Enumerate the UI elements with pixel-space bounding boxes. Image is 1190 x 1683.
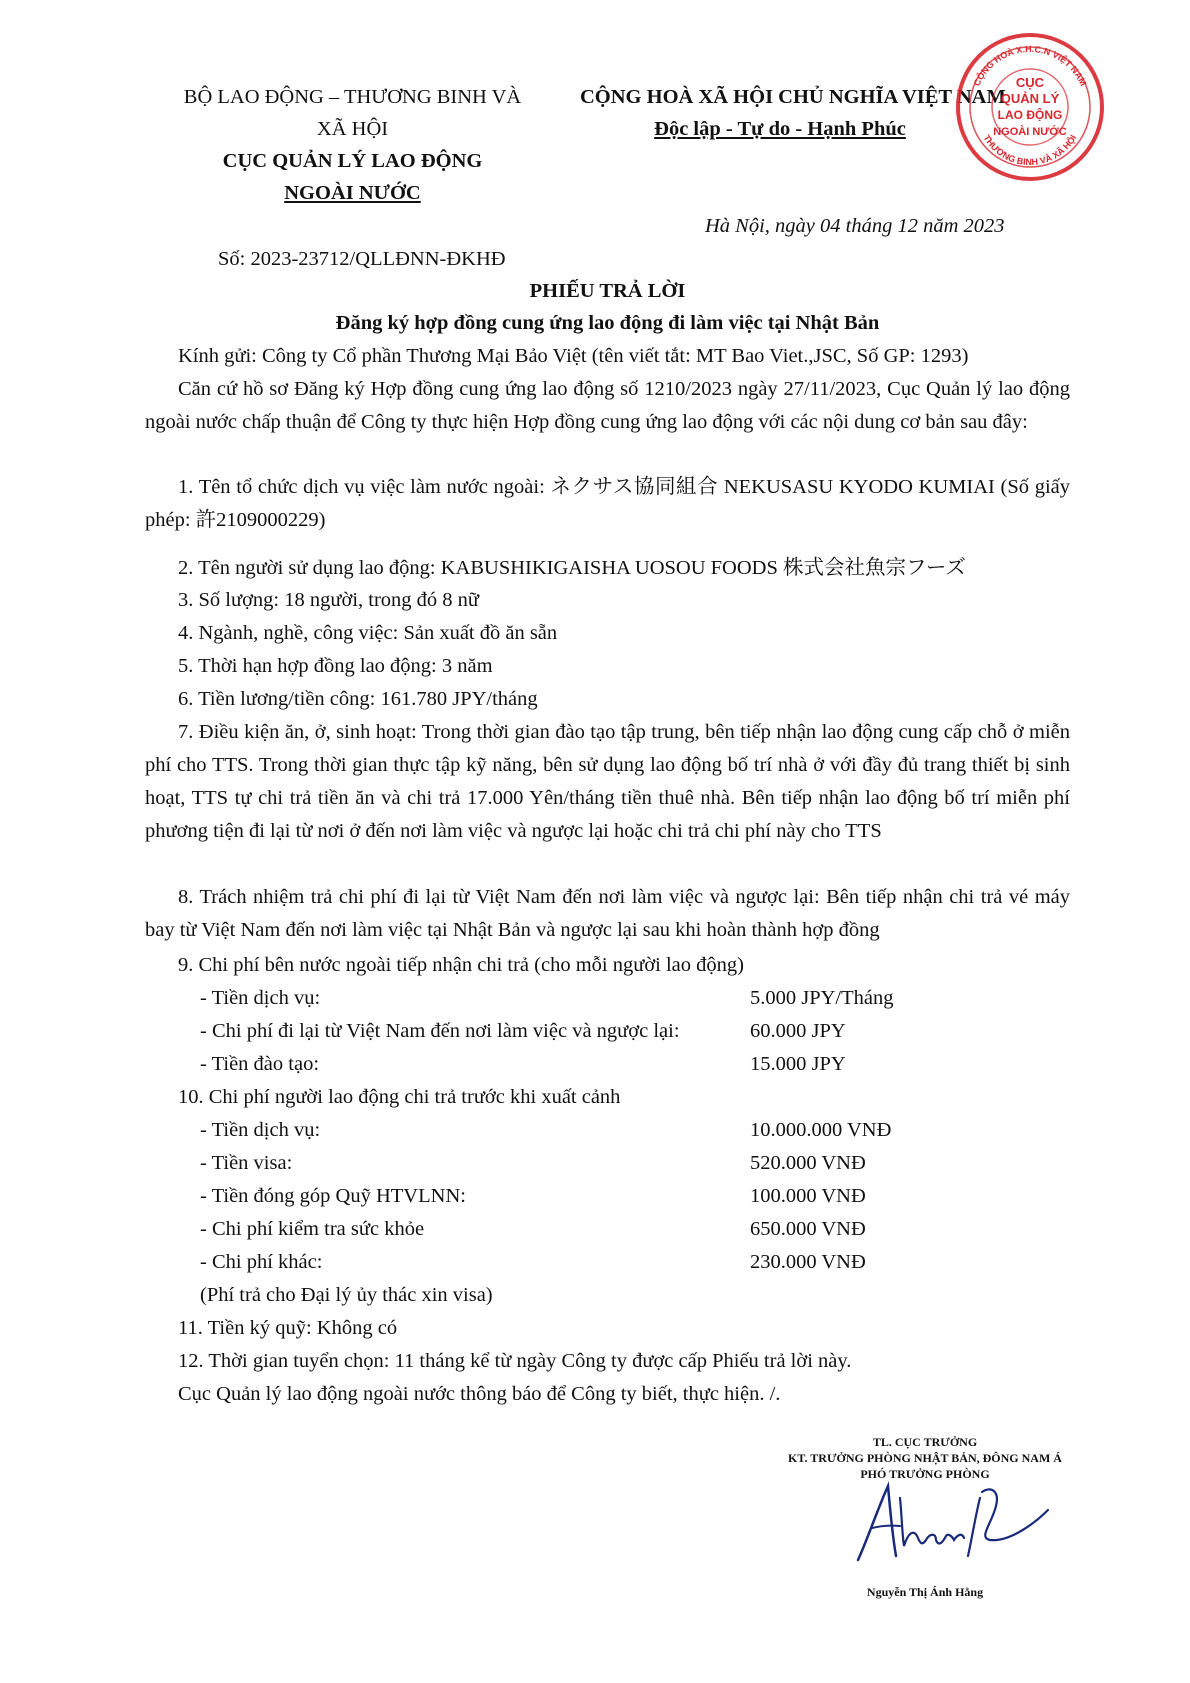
item-8 xyxy=(145,881,1070,947)
worker-cost-label: - Tiền visa: xyxy=(200,1152,293,1174)
motto-wrap xyxy=(580,118,980,141)
seal-outer-text: CỘNG HOÀ X.H.C.N VIỆT NAM xyxy=(971,43,1089,88)
item-7-text: 7. Điều kiện ăn, ở, sinh hoạt: Trong thời gian đào tạo tập trung, bên tiếp nhận lao động cung cấp chỗ ở miễn phí cho TTS. Trong thời gian thực tập kỹ năng, bên sử dụng lao động bố trí nhà ở với đầy đủ trang thiết bị sinh hoạt, TTS tự chi trả tiền ăn và chi trả 17.000 Yên/tháng tiền thuê nhà. Bên tiếp nhận lao động bố trí miễn phí phương tiện đi lại từ nơi ở đến nơi làm việc và ngược lại hoặc chi trả chi phí này cho TTS xyxy=(145,721,1070,842)
item-4: 4. Ngành, nghề, công việc: Sản xuất đồ ăn sẵn xyxy=(178,622,558,644)
item-6: 6. Tiền lương/tiền công: 161.780 JPY/tháng xyxy=(178,688,538,710)
signature-line-1: TL. CỤC TRƯỞNG xyxy=(872,1435,978,1449)
worker-cost-amount: 100.000 VNĐ xyxy=(750,1185,866,1207)
document-title: PHIẾU TRẢ LỜI xyxy=(529,280,686,302)
foreign-cost-amount: 60.000 JPY xyxy=(750,1020,846,1042)
intro-paragraph xyxy=(145,373,1070,439)
seal-bottom-text: THƯƠNG BINH VÀ XÃ HỘI xyxy=(981,133,1079,168)
item-7 xyxy=(145,716,1070,848)
svg-text:THƯƠNG BINH VÀ XÃ HỘI xyxy=(982,133,1079,167)
nation-title: CỘNG HOÀ XÃ HỘI CHỦ NGHĨA VIỆT NAM xyxy=(580,86,1006,108)
item-9: 9. Chi phí bên nước ngoài tiếp nhận chi trả (cho mỗi người lao động) xyxy=(178,954,744,976)
ministry-line-2: XÃ HỘI xyxy=(316,118,389,140)
document-number: Số: 2023-23712/QLLĐNN-ĐKHĐ xyxy=(218,248,506,270)
closing-statement: Cục Quản lý lao động ngoài nước thông báo để Công ty biết, thực hiện. /. xyxy=(178,1383,781,1405)
department-line-2: NGOÀI NƯỚC xyxy=(284,182,421,204)
foreign-cost-label: - Tiền dịch vụ: xyxy=(200,987,321,1009)
signatory-name: Nguyễn Thị Ánh Hằng xyxy=(866,1585,984,1599)
seal-line-4: NGOÀI NƯỚC xyxy=(993,126,1067,138)
document-subtitle: Đăng ký hợp đồng cung ứng lao động đi làm việc tại Nhật Bản xyxy=(335,312,880,334)
worker-cost-amount: 230.000 VNĐ xyxy=(750,1251,866,1273)
worker-cost-label: - Tiền dịch vụ: xyxy=(200,1119,321,1141)
foreign-cost-amount: 5.000 JPY/Tháng xyxy=(750,987,894,1009)
official-seal xyxy=(955,32,1105,182)
department-line-1: CỤC QUẢN LÝ LAO ĐỘNG xyxy=(222,150,483,172)
place-date: Hà Nội, ngày 04 tháng 12 năm 2023 xyxy=(705,215,1005,237)
item-3: 3. Số lượng: 18 người, trong đó 8 nữ xyxy=(178,589,480,611)
worker-cost-amount: 520.000 VNĐ xyxy=(750,1152,866,1174)
other-cost-note: (Phí trả cho Đại lý ủy thác xin visa) xyxy=(200,1284,493,1306)
seal-line-3: LAO ĐỘNG xyxy=(997,108,1063,122)
signature-line-3: PHÓ TRƯỞNG PHÒNG xyxy=(860,1467,990,1481)
item-1-text: 1. Tên tổ chức dịch vụ việc làm nước ngoài: ネクサス協同組合 NEKUSASU KYODO KUMIAI (Số giấy phép: 許2109000229) xyxy=(145,476,1070,531)
seal-line-1: CỤC xyxy=(1015,75,1045,90)
foreign-cost-label: - Tiền đào tạo: xyxy=(200,1053,320,1075)
worker-cost-amount: 650.000 VNĐ xyxy=(750,1218,866,1240)
item-12: 12. Thời gian tuyển chọn: 11 tháng kể từ ngày Công ty được cấp Phiếu trả lời này. xyxy=(178,1350,852,1372)
foreign-cost-label: - Chi phí đi lại từ Việt Nam đến nơi làm việc và ngược lại: xyxy=(200,1020,680,1042)
foreign-cost-amount: 15.000 JPY xyxy=(750,1053,846,1075)
worker-cost-amount: 10.000.000 VNĐ xyxy=(750,1119,892,1141)
seal-line-2: QUẢN LÝ xyxy=(1000,91,1060,106)
item-2: 2. Tên người sử dụng lao động: KABUSHIKIGAISHA UOSOU FOODS 株式会社魚宗フーズ xyxy=(178,557,966,579)
signature-line-2: KT. TRƯỞNG PHÒNG NHẬT BẢN, ĐÔNG NAM Á xyxy=(788,1451,1062,1465)
item-5: 5. Thời hạn hợp đồng lao động: 3 năm xyxy=(178,655,493,677)
item-10: 10. Chi phí người lao động chi trả trước khi xuất cảnh xyxy=(178,1086,621,1108)
handwritten-signature xyxy=(850,1478,1050,1573)
worker-cost-label: - Tiền đóng góp Quỹ HTVLNN: xyxy=(200,1185,466,1207)
worker-cost-label: - Chi phí kiểm tra sức khỏe xyxy=(200,1218,425,1240)
motto: Độc lập - Tự do - Hạnh Phúc xyxy=(654,118,906,140)
item-11: 11. Tiền ký quỹ: Không có xyxy=(178,1317,398,1339)
worker-cost-label: - Chi phí khác: xyxy=(200,1251,323,1273)
item-8-text: 8. Trách nhiệm trả chi phí đi lại từ Việt Nam đến nơi làm việc và ngược lại: Bên tiếp nhận chi trả vé máy bay từ Việt Nam đến nơi làm việc tại Nhật Bản và ngược lại sau khi hoàn thành hợp đồng xyxy=(145,886,1070,941)
department-line-2-wrap xyxy=(155,182,550,205)
recipient: Kính gửi: Công ty Cổ phần Thương Mại Bảo Việt (tên viết tắt: MT Bao Viet.,JSC, Số GP: 1293) xyxy=(178,345,969,367)
item-1 xyxy=(145,471,1070,537)
intro-text: Căn cứ hồ sơ Đăng ký Hợp đồng cung ứng lao động số 1210/2023 ngày 27/11/2023, Cục Quản lý lao động ngoài nước chấp thuận để Công ty thực hiện Hợp đồng cung ứng lao động với các nội dung cơ bản sau đây: xyxy=(145,378,1070,433)
ministry-line-1: BỘ LAO ĐỘNG – THƯƠNG BINH VÀ xyxy=(183,86,522,108)
